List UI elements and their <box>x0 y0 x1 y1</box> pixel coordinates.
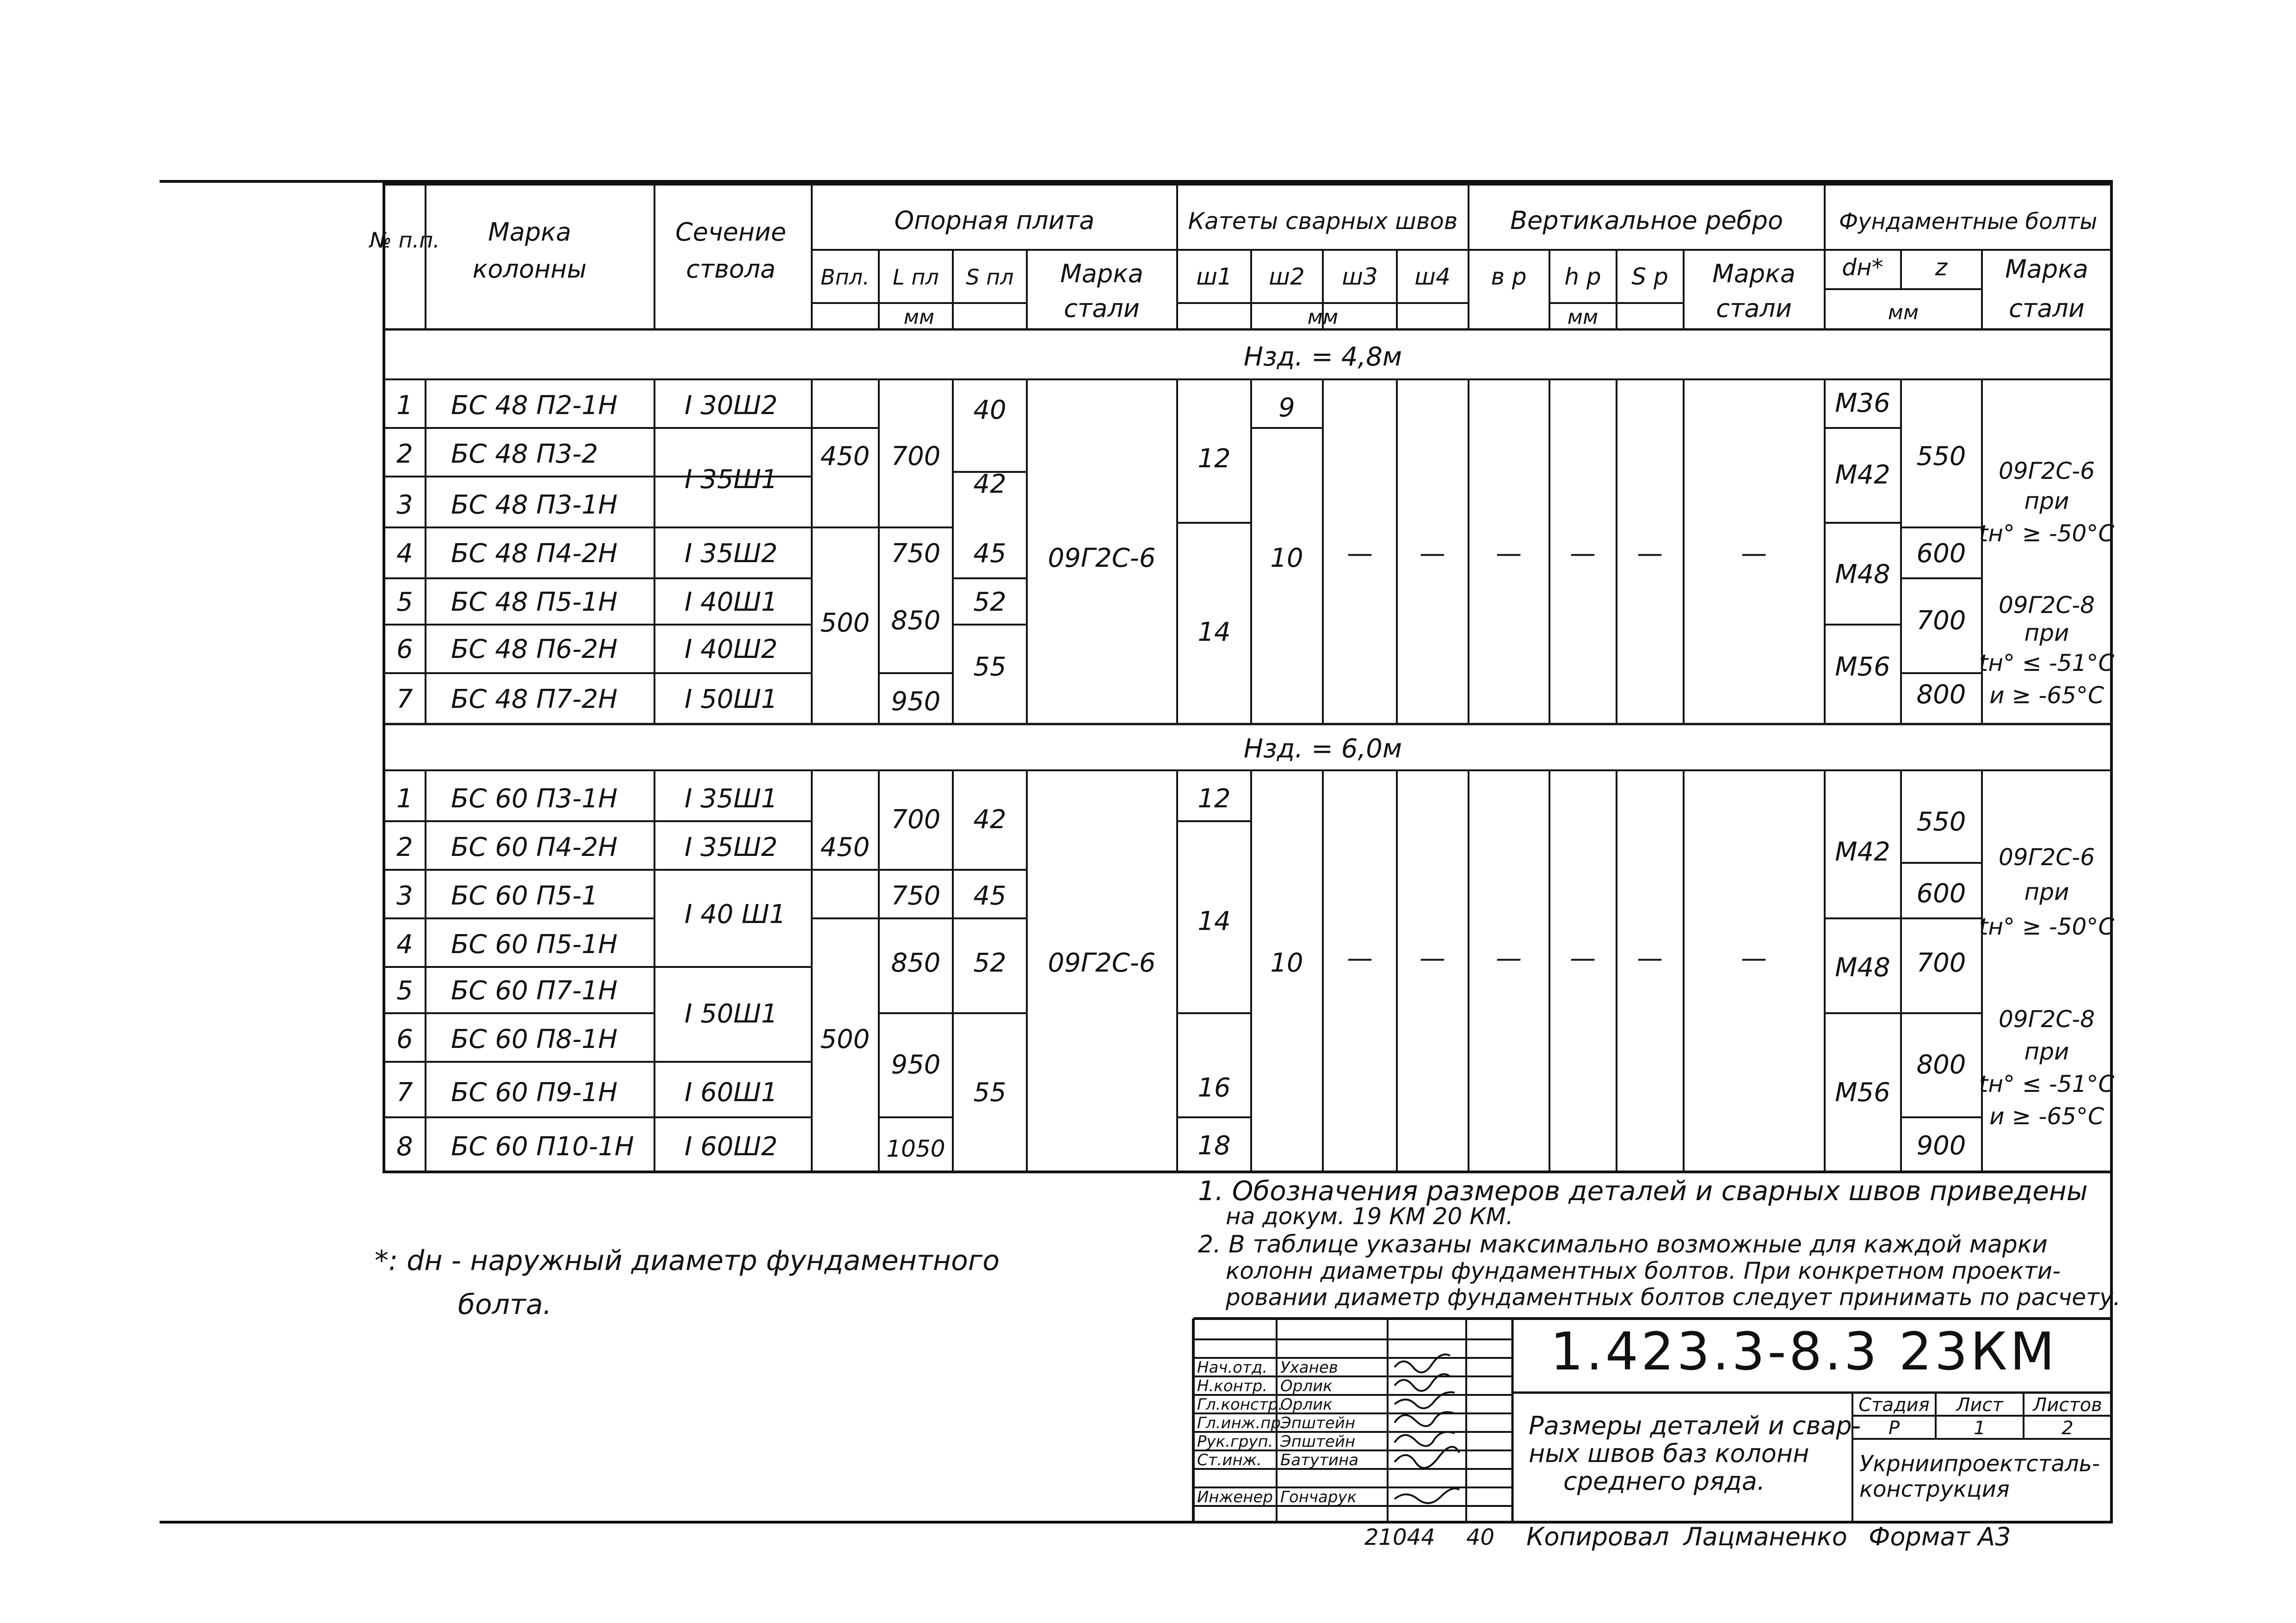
row-mark: БС 48 П5-1Н <box>451 587 618 617</box>
z-value: 900 <box>1916 1131 1966 1161</box>
header-s-pl: S пл <box>966 265 1014 290</box>
staff-name: Батутина <box>1280 1451 1359 1469</box>
header-mark-col-l1: Марка <box>488 217 571 247</box>
dn-value: М56 <box>1835 652 1890 682</box>
org-l1: Укрниипроектсталь- <box>1859 1451 2100 1477</box>
bolt-steel-2-l2: при <box>2024 619 2069 646</box>
bolt-steel-2-l3: tн° ≤ -51°С <box>1979 650 2115 676</box>
row-section: I 40Ш1 <box>685 587 778 617</box>
l-pl-value: 950 <box>891 1050 941 1080</box>
bolt-steel-1-l1: 09Г2С-6 <box>1998 844 2095 871</box>
row-section: I 35Ш2 <box>685 539 778 569</box>
row-num: 4 <box>396 929 413 960</box>
data-table <box>368 184 2114 1172</box>
dn-value: М48 <box>1835 953 1890 983</box>
header-steel-l2: стали <box>1064 294 1140 323</box>
org-l2: конструкция <box>1859 1476 2010 1502</box>
w2-value: 10 <box>1270 543 1303 573</box>
header-welds-group: Катеты сварных швов <box>1188 208 1458 235</box>
row-section: I 50Ш1 <box>685 684 778 714</box>
row-num: 8 <box>396 1132 413 1162</box>
l-pl-value: 950 <box>891 687 941 717</box>
b-pl-value: 450 <box>820 441 870 471</box>
l-pl-value: 700 <box>891 441 941 471</box>
row-mark: БС 48 П2-1Н <box>451 390 618 421</box>
staff-role: Гл.констр. <box>1197 1395 1283 1414</box>
title-block <box>1193 1319 2111 1522</box>
rib-steel-dash: — <box>1741 539 1767 569</box>
header-section-l2: ствола <box>686 254 776 284</box>
stage-label: Стадия <box>1858 1394 1930 1416</box>
bolt-steel-1-l3: tн° ≥ -50°С <box>1979 520 2115 547</box>
bolt-steel-1-l3: tн° ≥ -50°С <box>1979 913 2115 940</box>
row-section: I 35Ш2 <box>685 832 778 862</box>
staff-role: Ст.инж. <box>1197 1451 1262 1469</box>
staff-name: Эпштейн <box>1280 1432 1356 1451</box>
staff-role: Инженер <box>1197 1488 1273 1506</box>
row-section: I 60Ш1 <box>685 1078 778 1108</box>
header-w2: ш2 <box>1269 263 1305 290</box>
w3-dash: — <box>1347 539 1373 569</box>
s-pl-value: 55 <box>973 652 1006 682</box>
section-50sh1: I 50Ш1 <box>685 999 778 1029</box>
staff-role: Рук.груп. <box>1197 1432 1273 1451</box>
row-mark: БС 60 П5-1Н <box>451 929 618 960</box>
z-value: 800 <box>1916 680 1966 710</box>
bolt-steel-2-l4: и ≥ -65°С <box>1989 1103 2104 1130</box>
row-mark: БС 60 П8-1Н <box>451 1024 618 1054</box>
row-num: 6 <box>396 1024 413 1054</box>
row-mark: БС 60 П5-1 <box>451 881 598 911</box>
row-section: I 30Ш2 <box>685 390 778 421</box>
steel-value: 09Г2С-6 <box>1048 948 1156 978</box>
staff-role: Н.контр. <box>1197 1377 1268 1395</box>
b-pl-value: 450 <box>820 832 870 862</box>
row-mark: БС 60 П9-1Н <box>451 1078 618 1108</box>
note-2-line-3: ровании диаметр фундаментных болтов следует принимать по расчету. <box>1226 1284 2121 1311</box>
row-mark: БС 48 П7-2Н <box>451 684 618 714</box>
header-steel-l1: Марка <box>1060 259 1143 288</box>
z-value: 600 <box>1916 539 1966 569</box>
bolt-steel-2-l4: и ≥ -65°С <box>1989 682 2104 709</box>
dn-value: М48 <box>1835 559 1890 589</box>
footer-inv: 21044 <box>1364 1524 1435 1550</box>
header-b-r: в р <box>1491 263 1527 290</box>
bolt-steel-1-l2: при <box>2024 488 2069 514</box>
z-value: 550 <box>1916 441 1966 471</box>
header-s-r: S р <box>1631 263 1668 290</box>
sheet-label: Лист <box>1956 1394 2003 1416</box>
bolt-steel-1-l1: 09Г2С-6 <box>1998 458 2095 484</box>
row-num: 2 <box>396 439 413 469</box>
staff-name: Орлик <box>1280 1395 1333 1414</box>
header-section-l1: Сечение <box>675 217 786 247</box>
doc-title-l3: среднего ряда. <box>1563 1467 1765 1496</box>
header-h-r: h р <box>1564 263 1601 290</box>
footer-num: 40 <box>1466 1524 1495 1550</box>
header-mark-col-l2: колонны <box>472 254 587 284</box>
z-value: 700 <box>1916 948 1966 978</box>
sheet-value: 1 <box>1974 1418 1986 1439</box>
header-b-pl: Впл. <box>821 265 870 290</box>
header-w3: ш3 <box>1342 263 1378 290</box>
l-pl-value: 850 <box>891 606 941 636</box>
w1-value: 14 <box>1197 906 1231 936</box>
header-mm-rib: мм <box>1567 305 1599 329</box>
w2-value: 10 <box>1270 948 1303 978</box>
hr-dash: — <box>1570 943 1596 973</box>
row-num: 5 <box>396 587 413 617</box>
w1-value: 12 <box>1197 784 1231 814</box>
header-rib-steel-l2: стали <box>1716 294 1792 323</box>
row-num: 7 <box>396 684 413 714</box>
doc-title-l2: ных швов баз колонн <box>1529 1439 1809 1468</box>
row-num: 1 <box>396 784 413 814</box>
w3-dash: — <box>1347 943 1373 973</box>
dn-value: М36 <box>1835 388 1890 418</box>
staff-name: Эпштейн <box>1280 1414 1356 1432</box>
dn-value: М56 <box>1835 1078 1890 1108</box>
w1-value: 12 <box>1197 444 1231 474</box>
doc-title-l1: Размеры деталей и свар- <box>1529 1411 1861 1440</box>
row-mark: БС 48 П3-1Н <box>451 490 618 520</box>
note-1-line-2: на докум. 19 КМ 20 КМ. <box>1226 1203 1513 1230</box>
row-mark: БС 48 П6-2Н <box>451 634 618 664</box>
header-mm-plate: мм <box>903 305 935 329</box>
bolt-steel-2-l1: 09Г2С-8 <box>1998 1006 2095 1033</box>
dn-value: М42 <box>1835 837 1890 867</box>
section-35sh1: I 35Ш1 <box>685 465 778 495</box>
s-pl-value: 55 <box>973 1078 1006 1108</box>
l-pl-value: 700 <box>891 805 941 835</box>
s-pl-value: 52 <box>973 587 1006 617</box>
header-mm-bolts: мм <box>1888 301 1919 324</box>
sheets-label: Листов <box>2033 1394 2102 1416</box>
header-bolt-steel-l2: стали <box>2009 294 2085 323</box>
w2-value: 9 <box>1278 393 1295 423</box>
row-num: 3 <box>396 490 413 520</box>
z-value: 600 <box>1916 879 1966 909</box>
row-mark: БС 48 П3-2 <box>451 439 598 469</box>
bolt-steel-1-l2: при <box>2024 879 2069 905</box>
header-w1: ш1 <box>1196 263 1232 290</box>
s-pl-value: 52 <box>973 948 1006 978</box>
z-value: 700 <box>1916 606 1966 636</box>
staff-role: Нач.отд. <box>1197 1358 1268 1377</box>
row-num: 4 <box>396 539 413 569</box>
section-label-48: Hзд. = 4,8м <box>1243 342 1402 372</box>
s-pl-value: 45 <box>973 539 1006 569</box>
staff-role: Гл.инж.пр. <box>1197 1414 1286 1432</box>
row-num: 7 <box>396 1078 413 1108</box>
staff-name: Орлик <box>1280 1377 1333 1395</box>
br-dash: — <box>1496 539 1522 569</box>
footer-format: Формат А3 <box>1869 1522 2011 1551</box>
footnote-line-1: *: dн - наружный диаметр фундаментного <box>375 1245 1000 1277</box>
row-section: I 35Ш1 <box>685 784 778 814</box>
z-value: 800 <box>1916 1050 1966 1080</box>
note-1-line-1: 1. Обозначения размеров деталей и сварных швов приведены <box>1198 1175 2088 1207</box>
header-rib-group: Вертикальное ребро <box>1510 206 1783 235</box>
row-section: I 60Ш2 <box>685 1132 778 1162</box>
footer-copied: Копировал <box>1526 1522 1669 1551</box>
row-num: 2 <box>396 832 413 862</box>
row-mark: БС 60 П10-1Н <box>451 1132 634 1162</box>
bolt-steel-60 <box>1979 844 2115 1130</box>
s-pl-value: 45 <box>973 881 1006 911</box>
dn-value: М42 <box>1835 460 1890 490</box>
stage-value: Р <box>1888 1418 1900 1439</box>
l-pl-value: 850 <box>891 948 941 978</box>
sheets-value: 2 <box>2061 1418 2074 1439</box>
l-pl-value: 750 <box>891 539 941 569</box>
hr-dash: — <box>1570 539 1596 569</box>
w1-value: 16 <box>1197 1073 1231 1103</box>
s-pl-value: 42 <box>973 469 1006 499</box>
header-dn: dн* <box>1842 254 1883 281</box>
bolt-steel-2-l1: 09Г2С-8 <box>1998 592 2095 619</box>
w1-value: 14 <box>1197 617 1231 647</box>
bolt-steel-2-l2: при <box>2024 1038 2069 1065</box>
footnote-line-2: болта. <box>458 1288 552 1321</box>
header-num: № п.п. <box>370 228 440 253</box>
z-value: 550 <box>1916 807 1966 837</box>
header-l-pl: L пл <box>893 265 939 290</box>
header-w4: ш4 <box>1414 263 1450 290</box>
w1-value: 18 <box>1197 1131 1231 1161</box>
steel-value: 09Г2С-6 <box>1048 543 1156 573</box>
header-bolts-group: Фундаментные болты <box>1839 209 2098 235</box>
w4-dash: — <box>1420 943 1445 973</box>
row-section: I 40Ш2 <box>685 634 778 664</box>
row-mark: БС 60 П3-1Н <box>451 784 618 814</box>
note-2-line-1: 2. В таблице указаны максимально возможные для каждой марки <box>1198 1231 2048 1258</box>
footer-copier: Лацманенко <box>1684 1522 1847 1551</box>
l-pl-value: 750 <box>891 881 941 911</box>
doc-code: 1.423.3-8.3 23КМ <box>1550 1322 2058 1382</box>
sr-dash: — <box>1637 943 1663 973</box>
row-mark: БС 60 П4-2Н <box>451 832 618 862</box>
rib-steel-dash: — <box>1741 943 1767 973</box>
bolt-steel-2-l3: tн° ≤ -51°С <box>1979 1071 2115 1097</box>
header-bolt-steel-l1: Марка <box>2005 254 2088 284</box>
row-mark: БС 60 П7-1Н <box>451 976 618 1006</box>
staff-name: Гончарук <box>1280 1488 1357 1506</box>
section-40sh1: I 40 Ш1 <box>685 899 786 929</box>
row-num: 5 <box>396 976 413 1006</box>
header-rib-steel-l1: Марка <box>1712 259 1796 288</box>
row-num: 3 <box>396 881 413 911</box>
w4-dash: — <box>1420 539 1445 569</box>
s-pl-value: 42 <box>973 805 1006 835</box>
header-mm-welds: мм <box>1307 305 1339 329</box>
row-num: 1 <box>396 390 413 421</box>
staff-name: Уханев <box>1280 1358 1338 1377</box>
sr-dash: — <box>1637 539 1663 569</box>
header-z: z <box>1935 254 1948 281</box>
l-pl-value: 1050 <box>886 1135 945 1162</box>
bolt-steel-48 <box>1979 458 2115 709</box>
row-num: 6 <box>396 634 413 664</box>
header-plate-group: Опорная плита <box>894 206 1095 235</box>
br-dash: — <box>1496 943 1522 973</box>
section-label-60: Hзд. = 6,0м <box>1243 734 1402 764</box>
row-mark: БС 48 П4-2Н <box>451 539 618 569</box>
note-2-line-2: колонн диаметры фундаментных болтов. При конкретном проекти- <box>1226 1258 2061 1284</box>
s-pl-value: 40 <box>973 395 1006 425</box>
b-pl-value: 500 <box>820 608 870 638</box>
b-pl-value: 500 <box>820 1024 870 1054</box>
